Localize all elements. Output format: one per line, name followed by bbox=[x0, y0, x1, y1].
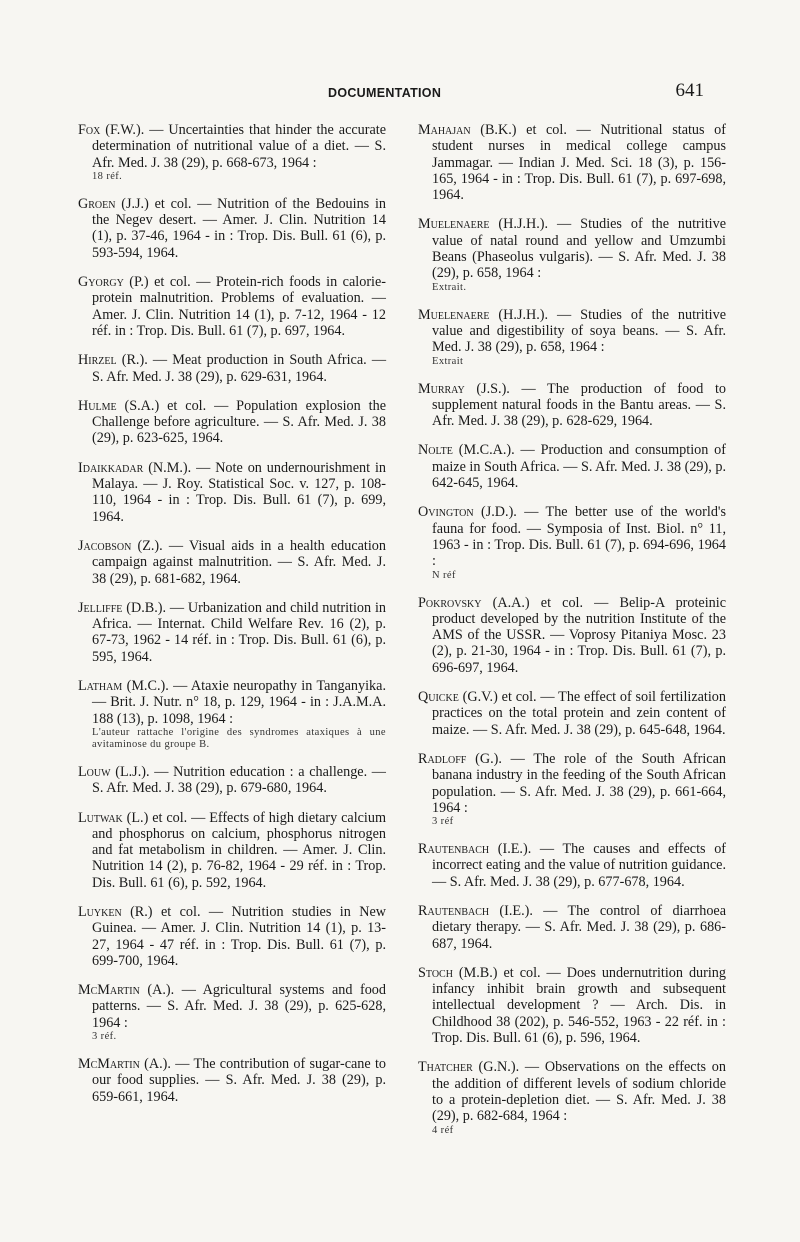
entry-author: Groen (J.J.) bbox=[78, 195, 149, 212]
entry-citation: — Visual aids in a health education campaign against malnutrition. — S. Afr. Med. J. 38 (29), p. 681-682, 1964. bbox=[92, 537, 386, 587]
entry-author: Gyorgy (P.) bbox=[78, 274, 149, 291]
entry-citation: — The production of food to supplement natural foods in the Bantu areas. — S. Afr. Med. J. 38 (29), p. 628-629, 1964. bbox=[432, 380, 726, 430]
entry-citation: — Studies of the nutritive value of natal round and yellow and Umzumbi Beans (Phaseolus vulgaris). — S. Afr. Med. J. 38 (29), p. 658, 1964 : bbox=[432, 216, 726, 282]
entry-author: Muelenaere (H.J.H.). bbox=[418, 306, 549, 323]
bibliography-entry bbox=[78, 982, 386, 1043]
bibliography-entry bbox=[78, 274, 386, 339]
bibliography-entry bbox=[418, 965, 726, 1046]
bibliography-entry bbox=[418, 504, 726, 581]
bibliography-entry bbox=[418, 903, 726, 952]
bibliography-entry bbox=[78, 810, 386, 891]
bibliography-entry bbox=[78, 398, 386, 447]
entry-author: Hirzel (R.). bbox=[78, 352, 148, 369]
entry-citation: — Uncertainties that hinder the accurate determination of nutritional value of a diet. — S. Afr. Med. J. 38 (29), p. 668-673, 1964 : bbox=[92, 122, 387, 171]
entry-author: Rautenbach (I.E.). bbox=[418, 902, 533, 919]
page-header bbox=[78, 82, 704, 108]
entry-author: Idaikkadar (N.M.). bbox=[78, 459, 192, 476]
bibliography-entry bbox=[418, 751, 726, 828]
bibliography-entry bbox=[78, 678, 386, 751]
entry-citation: et col. — Population explosion the Challenge before agriculture. — S. Afr. Med. J. 38 (29), p. 623-625, 1964. bbox=[92, 397, 386, 447]
entry-citation: — Studies of the nutritive value and digestibility of soya beans. — S. Afr. Med. J. 38 (29), p. 658, 1964 : bbox=[432, 306, 726, 356]
entry-citation: — The control of diarrhoea dietary therapy. — S. Afr. Med. J. 38 (29), p. 686-687, 1964. bbox=[432, 902, 727, 952]
entry-citation: et col. — Does undernutrition during infancy inhibit brain growth and subsequent intellectual development ? — Arch. Dis. in Childhood 38 (202), p. 546-552, 1963 - 22 réf. in : Trop. Dis. Bull. 61 (6), p. 596, 1964. bbox=[432, 964, 726, 1047]
entry-citation: — Agricultural systems and food patterns. — S. Afr. Med. J. 38 (29), p. 625-628, 1964 : bbox=[92, 982, 386, 1031]
entry-author: Hulme (S.A.) bbox=[78, 397, 160, 414]
bibliography-entry bbox=[418, 122, 726, 203]
entry-author: Mahajan (B.K.) bbox=[418, 122, 517, 138]
entry-author: McMartin (A.). bbox=[78, 982, 175, 999]
bibliography-entry bbox=[78, 122, 386, 183]
bibliography-entry bbox=[78, 600, 386, 665]
bibliography-entry bbox=[78, 764, 386, 797]
entry-author: Luyken (R.) bbox=[78, 903, 153, 920]
entry-citation: — The better use of the world's fauna for food. — Symposia of Inst. Biol. n° 11, 1963 - in : Trop. Dis. Bull. 61 (7), p. 694-696, 1964 : bbox=[432, 504, 726, 570]
bibliography-entry bbox=[78, 460, 386, 525]
bibliography-entry bbox=[418, 689, 726, 738]
entry-citation: — The contribution of sugar-cane to our food supplies. — S. Afr. Med. J. 38 (29), p. 659-661, 1964. bbox=[92, 1056, 387, 1105]
right-column bbox=[418, 122, 726, 1150]
entry-author: Nolte (M.C.A.). bbox=[418, 442, 515, 459]
entry-citation: et col. — Nutrition studies in New Guinea. — Amer. J. Clin. Nutrition 14 (1), p. 13-27, 1964 - 47 réf. in : Trop. Dis. Bull. 61 (7), p. 699-700, 1964. bbox=[92, 903, 387, 969]
entry-citation: et col. — Belip-A proteinic product developed by the nutrition Institute of the AMS of the USSR. — Voprosy Pitaniya Mosc. 23 (2), p. 21-30, 1964 - in : Trop. Dis. Bull. 61 (7), p. 696-697, 1964. bbox=[432, 594, 726, 676]
entry-author: Fox (F.W.). bbox=[78, 122, 145, 138]
entry-citation: — Note on undernourishment in Malaya. — J. Roy. Statistical Soc. v. 127, p. 108-110, 1964 - in : Trop. Dis. Bull. 61 (7), p. 699, 1964. bbox=[92, 459, 386, 525]
entry-citation: et col. — Effects of high dietary calcium and phosphorus on calcium, phosphorus nitrogen and fat metabolism in children. — Amer. J. Clin. Nutrition 14 (2), p. 76-82, 1964 - 29 réf. in : Trop. Dis. Bull. 61 (6), p. 592, 1964. bbox=[92, 809, 386, 891]
bibliography-entry bbox=[418, 841, 726, 890]
entry-note: 3 réf. bbox=[92, 1031, 117, 1043]
entry-note: Extrait. bbox=[432, 281, 467, 293]
entry-note: 4 réf bbox=[432, 1124, 454, 1136]
entry-author: Jelliffe (D.B.). bbox=[78, 599, 167, 616]
entry-citation: — Urbanization and child nutrition in Africa. — Internat. Child Welfare Rev. 16 (2), p. 67-73, 1962 - 14 réf. in : Trop. Dis. Bull. 61 (6), p. 595, 1964. bbox=[92, 599, 386, 665]
entry-author: Pokrovsky (A.A.) bbox=[418, 594, 530, 611]
bibliography-entry bbox=[418, 216, 726, 293]
bibliography-entry bbox=[418, 307, 726, 368]
entry-citation: et col. — Nutrition of the Bedouins in the Negev desert. — Amer. J. Clin. Nutrition 14 (1), p. 37-46, 1964 - in : Trop. Dis. Bull. 61 (6), p. 593-594, 1964. bbox=[92, 195, 386, 261]
entry-citation: — Nutrition education : a challenge. — S. Afr. Med. J. 38 (29), p. 679-680, 1964. bbox=[92, 763, 386, 797]
page-number: 641 bbox=[675, 80, 704, 101]
entry-citation: et col. — The effect of soil fertilization practices on the total protein and zein content of maize. — S. Afr. Med. J. 38 (29), p. 645-648, 1964. bbox=[432, 689, 726, 738]
entry-citation: et col. — Protein-rich foods in calorie-protein malnutrition. Problems of evaluation. — Amer. J. Clin. Nutrition 14 (1), p. 7-12, 1964 - 12 réf. in : Trop. Dis. Bull. 61 (7), p. 697, 1964. bbox=[92, 274, 387, 339]
entry-author: Stoch (M.B.) bbox=[418, 964, 498, 981]
bibliography-entry bbox=[78, 1056, 386, 1105]
entry-author: Murray (J.S.). bbox=[418, 380, 510, 397]
entry-author: Rautenbach (I.E.). bbox=[418, 841, 532, 858]
entry-author: Thatcher (G.N.). bbox=[418, 1059, 520, 1076]
entry-citation: — Production and consumption of maize in South Africa. — S. Afr. Med. J. 38 (29), p. 642-645, 1964. bbox=[432, 442, 726, 492]
entry-author: Muelenaere (H.J.H.). bbox=[418, 216, 549, 233]
entry-author: Lutwak (L.) bbox=[78, 809, 149, 826]
bibliography-entry bbox=[78, 196, 386, 261]
entry-note: N réf bbox=[432, 569, 456, 581]
left-column bbox=[78, 122, 386, 1150]
entry-note: L'auteur rattache l'origine des syndromes ataxiques à une avitaminose du groupe B. bbox=[92, 726, 386, 750]
entry-author: Ovington (J.D.). bbox=[418, 504, 517, 521]
entry-citation: — The causes and effects of incorrect eating and the value of nutrition guidance. — S. Afr. Med. J. 38 (29), p. 677-678, 1964. bbox=[432, 841, 727, 890]
entry-citation: — Ataxie neuropathy in Tanganyika. — Brit. J. Nutr. n° 18, p. 129, 1964 - in : J.A.M.A. 188 (13), p. 1098, 1964 : bbox=[92, 678, 386, 727]
entry-author: Quicke (G.V.) bbox=[418, 689, 498, 706]
entry-author: Latham (M.C.). bbox=[78, 678, 169, 695]
entry-note: 18 réf. bbox=[92, 170, 123, 182]
entry-author: McMartin (A.). bbox=[78, 1056, 171, 1073]
entry-author: Jacobson (Z.). bbox=[78, 537, 163, 554]
entry-note: Extrait bbox=[432, 355, 464, 367]
bibliography-entry bbox=[418, 595, 726, 676]
entry-citation: et col. — Nutritional status of student nurses in medical college campus Jammagar. — Indian J. Med. Sci. 18 (3), p. 156-165, 1964 - in : Trop. Dis. Bull. 61 (7), p. 697-698, 1964. bbox=[432, 122, 726, 204]
bibliography-entry bbox=[418, 381, 726, 430]
bibliography-entry bbox=[78, 538, 386, 587]
entry-citation: — The role of the South African banana industry in the feeding of the South African population. — S. Afr. Med. J. 38 (29), p. 661-664, 1964 : bbox=[432, 750, 726, 816]
entry-author: Radloff (G.). bbox=[418, 750, 502, 767]
bibliography-entry bbox=[78, 904, 386, 969]
entry-citation: — Observations on the effects on the addition of different levels of sodium chloride to a protein-depletion diet. — S. Afr. Med. J. 38 (29), p. 682-684, 1964 : bbox=[432, 1059, 726, 1125]
bibliography-entry bbox=[418, 1059, 726, 1136]
entry-author: Louw (L.J.). bbox=[78, 763, 150, 780]
bibliography-columns bbox=[78, 122, 778, 1150]
running-title: DOCUMENTATION bbox=[328, 86, 442, 100]
entry-note: 3 réf bbox=[432, 816, 454, 828]
entry-citation: — Meat production in South Africa. — S. Afr. Med. J. 38 (29), p. 629-631, 1964. bbox=[92, 352, 387, 385]
bibliography-entry bbox=[78, 352, 386, 385]
bibliography-entry bbox=[418, 442, 726, 491]
